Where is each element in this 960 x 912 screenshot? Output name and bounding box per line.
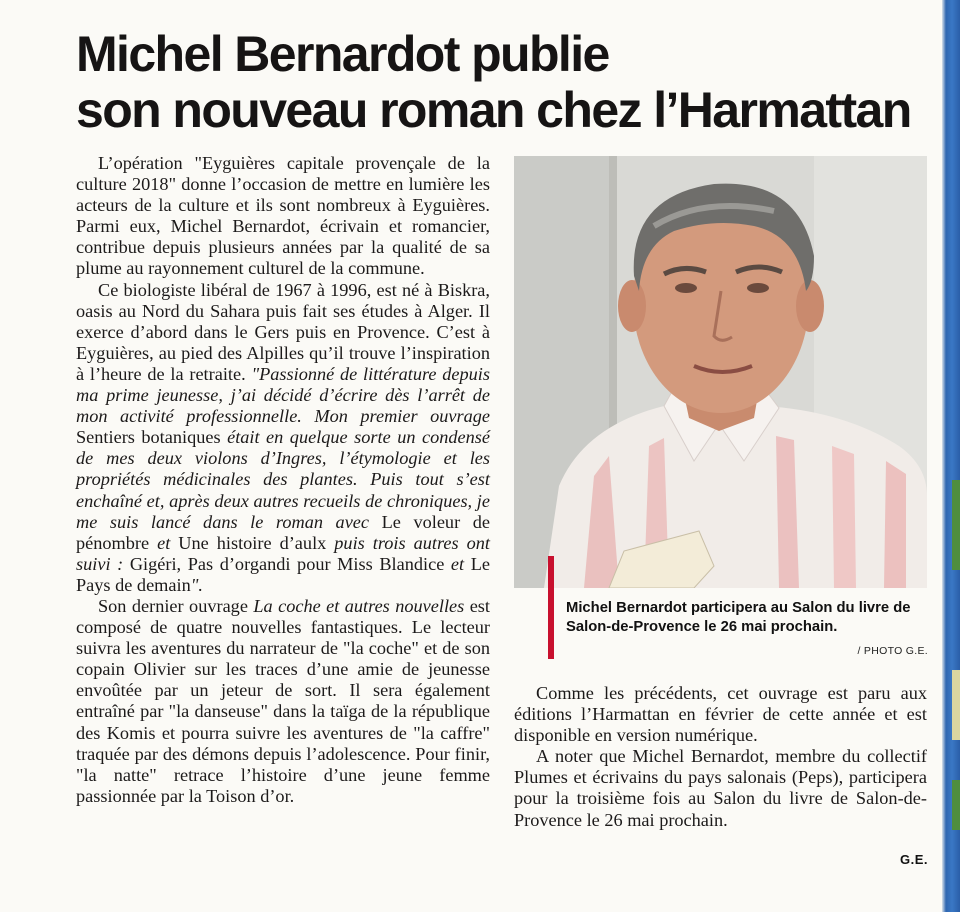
- headline-line-1: Michel Bernardot publie: [76, 26, 609, 82]
- photo-caption: Michel Bernardot participera au Salon du livre de Salon-de-Provence le 26 mai prochain.: [566, 600, 911, 635]
- paragraph-salon: A noter que Michel Bernardot, membre du collectif Plumes et écrivains du pays salonais (Peps), participera pour la troisième fois au Salon du livre de Salon-de-Provence le 26 mai prochain.: [514, 746, 927, 830]
- quote-text: ".: [190, 574, 203, 595]
- quote-text: et: [149, 532, 179, 553]
- paragraph-biography: [76, 280, 490, 596]
- book-summary-text: est composé de quatre nouvelles fantastiques. Le lecteur suivra les aventures du narrateur de "la coche" et de son copain Olivier sur les traces d’une amie de jeunesse envoûtée par un jeteur de sort. Il sera également entraîné par "la danseuse" dans la taïga de la république des Komis et pourra suivre les aventures de "la caffre" traquée par des démons depuis l’adolescence. Pour finir, "la natte" retrace l’histoire d’une jeune femme passionnée par la Toison d’or.: [76, 595, 490, 806]
- article-headline: [76, 26, 936, 138]
- quote-text: et: [444, 553, 471, 574]
- paragraph-latest-book: [76, 596, 490, 807]
- quote-text: "Passionné de littérature depuis ma prime jeunesse, j’ai décidé d’écrire dès l’arrêt de mon activité professionnelle. Mon premier ouvrage: [76, 363, 490, 427]
- edge-color-block: [952, 480, 960, 570]
- quote-text: était en quelque sorte un condensé de mes deux violons d’Ingres, l’étymologie et les propriétés médicinales des plantes. Puis tout s’est enchaîné et, après deux autres recueils de chroniques, je me suis lancé dans le roman avec: [76, 427, 490, 532]
- book-title: Gigéri, Pas d’organdi pour Miss Blandice: [129, 553, 445, 574]
- book-title: Une histoire d’aulx: [178, 532, 327, 553]
- edge-color-block: [952, 670, 960, 740]
- author-photo: [514, 156, 927, 588]
- author-portrait-illustration: [514, 156, 927, 588]
- paragraph-intro: L’opération "Eyguières capitale provençale de la culture 2018" donne l’occasion de mettre en lumière les acteurs de la culture et ils sont nombreux à Eyguières. Parmi eux, Michel Bernardot, écrivain et romancier, contribue depuis plusieurs années par la qualité de sa plume au rayonnement culturel de la commune.: [76, 153, 490, 279]
- page-edge-strip: [938, 0, 960, 912]
- article-right-column: [514, 683, 927, 831]
- paragraph-publication: Comme les précédents, cet ouvrage est paru aux éditions l’Harmattan en février de cette année et est disponible en version numérique.: [514, 683, 927, 746]
- headline-line-2: son nouveau roman chez l’Harmattan: [76, 82, 911, 138]
- photo-credit: / PHOTO G.E.: [857, 645, 928, 657]
- article-left-column: [76, 153, 490, 807]
- book-title: Le voleur de pénombre: [76, 511, 490, 553]
- book-title: Le Pays de demain: [76, 553, 490, 595]
- author-signature: G.E.: [899, 852, 928, 867]
- caption-accent-bar: [548, 556, 554, 659]
- book-title: La coche et autres nouvelles: [253, 595, 465, 616]
- book-title: Sentiers botaniques: [76, 427, 221, 448]
- quote-text: puis trois autres ont suivi :: [76, 532, 490, 574]
- book-intro-text: Son dernier ouvrage: [98, 595, 254, 616]
- edge-color-block: [952, 780, 960, 830]
- bio-text: Ce biologiste libéral de 1967 à 1996, est né à Biskra, oasis au Nord du Sahara puis fait ses études à Alger. Il exerce d’abord dans le Gers puis en Provence. C’est à Eyguières, au pied des Alpilles qu’il trouve l’inspiration à l’heure de la retraite.: [76, 279, 490, 384]
